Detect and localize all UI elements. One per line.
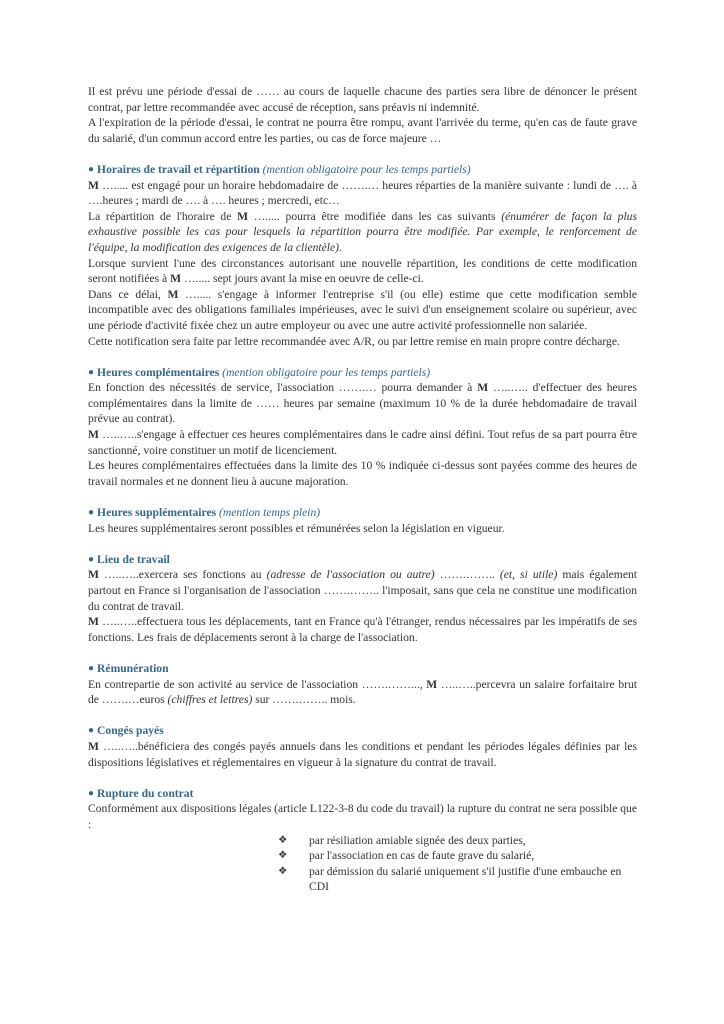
bullet-icon: ● xyxy=(88,662,95,674)
section-conges-payes xyxy=(88,723,637,770)
intro-paragraph: Il est prévu une période d'essai de …… au cours de laquelle chacune des parties sera libre de dénoncer le présent contrat, par lettre recommandée avec accusé de réception, sans préavis ni indemnité. xyxy=(88,85,637,114)
section-heading xyxy=(88,552,637,568)
bullet-icon: ● xyxy=(88,553,95,565)
paragraph-spacer xyxy=(88,489,637,505)
rupture-conditions-list xyxy=(88,833,637,895)
intro-paragraph: A l'expiration de la période d'essai, le contrat ne pourra être rompu, avant l'arrivée du terme, qu'en cas de faute grave du salarié, d'un commun accord entre les parties, ou cas de force majeure … xyxy=(88,116,637,145)
section-heading xyxy=(88,661,637,677)
section-rupture-du-contrat xyxy=(88,786,637,895)
section-horaires-de-travail xyxy=(88,162,637,349)
bullet-icon: ● xyxy=(88,507,95,519)
section-note: (mention temps plein) xyxy=(219,506,321,520)
section-title: Rémunération xyxy=(97,661,169,675)
section-heures-complementaires xyxy=(88,365,637,490)
section-paragraph: En contrepartie de son activité au service de l'association …….……..., M …..…..percevra un salaire forfaitaire brut de …….…euros (chiffres et lettres) sur …….…….. mois. xyxy=(88,677,637,707)
section-heading xyxy=(88,162,637,178)
section-paragraph: Conformément aux dispositions légales (article L122-3-8 du code du travail) la rupture du contrat ne sera possible que : xyxy=(88,802,637,831)
paragraph-spacer xyxy=(88,708,637,724)
section-heading xyxy=(88,505,637,521)
section-remuneration xyxy=(88,661,637,708)
section-note: (mention obligatoire pour les temps partiels) xyxy=(222,365,431,379)
section-paragraph: M …..…..effectuera tous les déplacements, tant en France qu'à l'étranger, rendus nécessaires par les impératifs de ses fonctions. Les frais de déplacements seront à la charge de l'association. xyxy=(88,615,637,644)
paragraph-spacer xyxy=(88,536,637,552)
list-item xyxy=(88,833,637,849)
section-paragraph: Les heures complémentaires effectuées dans la limite des 10 % indiquée ci-dessus sont payées comme des heures de travail normales et ne donnent lieu à aucune majoration. xyxy=(88,459,637,488)
paragraph-spacer xyxy=(88,645,637,661)
diamond-bullet-icon: ❖ xyxy=(278,849,288,862)
section-paragraph: M …..…..exercera ses fonctions au (adresse de l'association ou autre) …….…….. (et, si utile) mais également partout en France si l'organisation de l'association …….…….. l'imposait, sans que cela ne constitue une modification du contrat de travail. xyxy=(88,568,637,613)
section-paragraph: Cette notification sera faite par lettre recommandée avec A/R, ou par lettre remise en main propre contre décharge. xyxy=(88,334,620,348)
paragraph-spacer xyxy=(88,146,637,162)
section-paragraph: M …..…..s'engage à effectuer ces heures complémentaires dans le cadre ainsi défini. Tout refus de sa part pourra être sanctionné, voire constituer un motif de licenciement. xyxy=(88,428,637,457)
list-item-label: par l'association en cas de faute grave du salarié, xyxy=(309,849,535,863)
list-item-label: par résiliation amiable signée des deux parties, xyxy=(309,833,526,847)
section-title: Rupture du contrat xyxy=(97,786,194,800)
section-paragraph: Dans ce délai, M …..... s'engage à informer l'entreprise s'il (ou elle) estime que cette modification semble incompatible avec des obligations familiales impérieuses, avec le suivi d'un enseignement scolaire ou supérieur, avec une période d'activité fixée chez un autre employeur ou avec une autre activité professionnelle non salariée. xyxy=(88,287,637,332)
section-title: Heures complémentaires xyxy=(97,365,220,379)
diamond-bullet-icon: ❖ xyxy=(278,833,288,846)
section-heading xyxy=(88,365,637,381)
paragraph-spacer xyxy=(88,349,637,365)
list-item xyxy=(88,848,637,864)
document-body xyxy=(88,84,637,895)
section-paragraph: M …..…..bénéficiera des congés payés annuels dans les conditions et pendant les périodes légales définies par les dispositions législatives et réglementaires en vigueur à la signature du contrat de travail. xyxy=(88,739,637,769)
section-note: (mention obligatoire pour les temps partiels) xyxy=(262,162,471,176)
paragraph-spacer xyxy=(88,770,637,786)
section-lieu-de-travail xyxy=(88,552,637,646)
section-paragraph: Lorsque survient l'une des circonstances autorisant une nouvelle répartition, les conditions de cette modification seront notifiées à M …..... sept jours avant la mise en oeuvre de celle-ci. xyxy=(88,256,637,286)
section-title: Heures supplémentaires xyxy=(97,506,217,520)
section-heures-supplementaires xyxy=(88,505,637,536)
list-item xyxy=(88,864,637,895)
list-item-label: par démission du salarié uniquement s'il justifie d'une embauche en CDI xyxy=(309,864,622,894)
section-title: Congés payés xyxy=(97,724,164,738)
bullet-icon: ● xyxy=(88,366,95,378)
section-heading xyxy=(88,723,637,739)
bullet-icon: ● xyxy=(88,725,95,737)
bullet-icon: ● xyxy=(88,787,95,799)
section-title: Horaires de travail et répartition xyxy=(97,162,260,176)
section-paragraph: M …..... est engagé pour un horaire hebdomadaire de …….… heures réparties de la manière suivante : lundi de …. à ….heures ; mardi de …. à …. heures ; mercredi, etc… xyxy=(88,178,637,208)
section-paragraph: La répartition de l'horaire de M …..... pourra être modifiée dans les cas suivants (énumérer de façon la plus exhaustive possible les cas pour lesquels la répartition pourra être modifiée. Par exemple, le renforcement de l'équipe, la modification des exigences de la clientèle). xyxy=(88,209,637,254)
section-heading xyxy=(88,786,637,802)
diamond-bullet-icon: ❖ xyxy=(278,864,288,877)
section-paragraph: Les heures supplémentaires seront possibles et rémunérées selon la législation en vigueur. xyxy=(88,521,505,535)
section-title: Lieu de travail xyxy=(97,552,170,566)
bullet-icon: ● xyxy=(88,163,95,175)
section-paragraph: En fonction des nécessités de service, l'association …….… pourra demander à M …..….. d'effectuer des heures complémentaires dans la limite de …… heures par semaine (maximum 10 % de la durée hebdomadaire de travail prévue au contrat). xyxy=(88,381,637,426)
